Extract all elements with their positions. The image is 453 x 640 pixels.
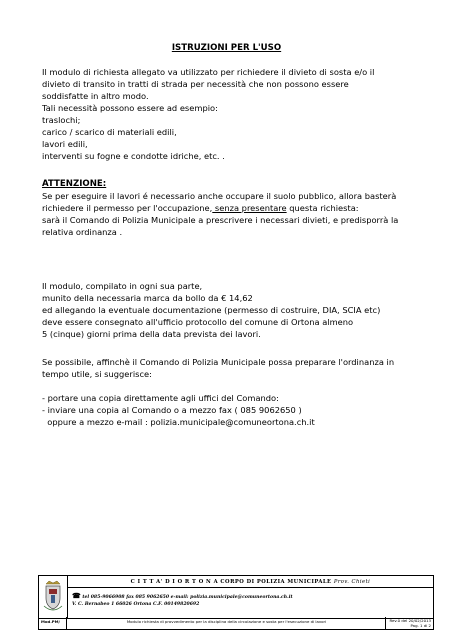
letterhead-address: V. C. Bernabeo 1 66026 Ortona C.F. 00149820692 — [72, 602, 200, 607]
module-line: deve essere consegnato all'ufficio protocollo del comune di Ortona almeno — [42, 317, 354, 327]
revision-text: Rev.0 del 20/02/2013 — [389, 618, 431, 623]
possible-line: tempo utile, si suggerisce: — [42, 369, 152, 379]
intro-line: divieto di transito in tratti di strada per necessità che non possono essere — [42, 79, 349, 89]
intro-line: carico / scarico di materiali edili, — [42, 127, 177, 137]
form-code: Mod.PM/ — [39, 617, 67, 629]
intro-line: traslochi; — [42, 115, 81, 125]
page-number: Pag. 1 di 2 — [410, 623, 431, 628]
module-line: munito della necessaria marca da bollo da € 14,62 — [42, 293, 253, 303]
intro-line: interventi su fogne e condotte idriche, etc. . — [42, 151, 225, 161]
form-revision — [387, 617, 433, 629]
letterhead-city: C I T T A' D I O R T O N A CORPO DI POLIZIA MUNICIPALE — [130, 579, 332, 585]
attention-heading: ATTENZIONE: — [42, 179, 107, 189]
attention-line: sarà il Comando di Polizia Municipale a prescrivere i necessari divieti, e predisporrà la — [42, 215, 399, 225]
document-footer-bar — [38, 617, 434, 630]
possible-line: Se possibile, affinchè il Comando di Polizia Municipale possa preparare l'ordinanza in — [42, 357, 395, 367]
letterhead-phone-line: tel 085-9066908 fax 085 9062650 e-mail: polizia.municipale@comuneortona.ch.it — [82, 595, 293, 600]
suggestion-line: oppure a mezzo e-mail : polizia.municipale@comuneortona.ch.it — [42, 417, 315, 427]
letterhead-header — [68, 579, 433, 585]
suggestion-line: - inviare una copia al Comando o a mezzo fax ( 085 9062650 ) — [42, 405, 302, 415]
intro-line: Il modulo di richiesta allegato va utilizzato per richiedere il divieto di sosta e/o il — [42, 67, 375, 77]
module-line: ed allegando la eventuale documentazione (permesso di costruire, DIA, SCIA etc) — [42, 305, 381, 315]
attention-line: relativa ordinanza . — [42, 227, 123, 237]
letterhead-footer — [38, 575, 434, 619]
module-line: Il modulo, compilato in ogni sua parte, — [42, 281, 203, 291]
intro-line: lavori edili, — [42, 139, 88, 149]
attention-line: Se per eseguire il lavori é necessario anche occupare il suolo pubblico, allora basterà — [42, 191, 397, 201]
suggestion-line: - portare una copia direttamente agli uffici del Comando: — [42, 393, 279, 403]
attention-underlined-text: senza presentare — [212, 203, 287, 213]
letterhead-divider — [68, 587, 433, 588]
attention-text: questa richiesta: — [286, 203, 359, 213]
letterhead-contacts — [72, 591, 293, 600]
letterhead-province: Prov. Chieti — [333, 579, 371, 585]
page-title: ISTRUZIONI PER L'USO — [171, 43, 282, 53]
attention-line — [42, 202, 359, 214]
intro-line: soddisfatte in altro modo. — [42, 91, 149, 101]
intro-line: Tali necessità possono essere ad esempio: — [42, 103, 218, 113]
telephone-icon: ☎ — [72, 591, 81, 600]
attention-text: richiedere il permesso per l'occupazione, — [42, 203, 213, 213]
city-crest-icon — [39, 576, 68, 618]
module-line: 5 (cinque) giorni prima della data prevista dei lavori. — [42, 329, 261, 339]
letterhead-text — [68, 576, 433, 618]
form-description: Modulo richiesta di provvedimento per la disciplina della circolazione e sosta per l'esecuzione di lavori — [68, 617, 386, 629]
